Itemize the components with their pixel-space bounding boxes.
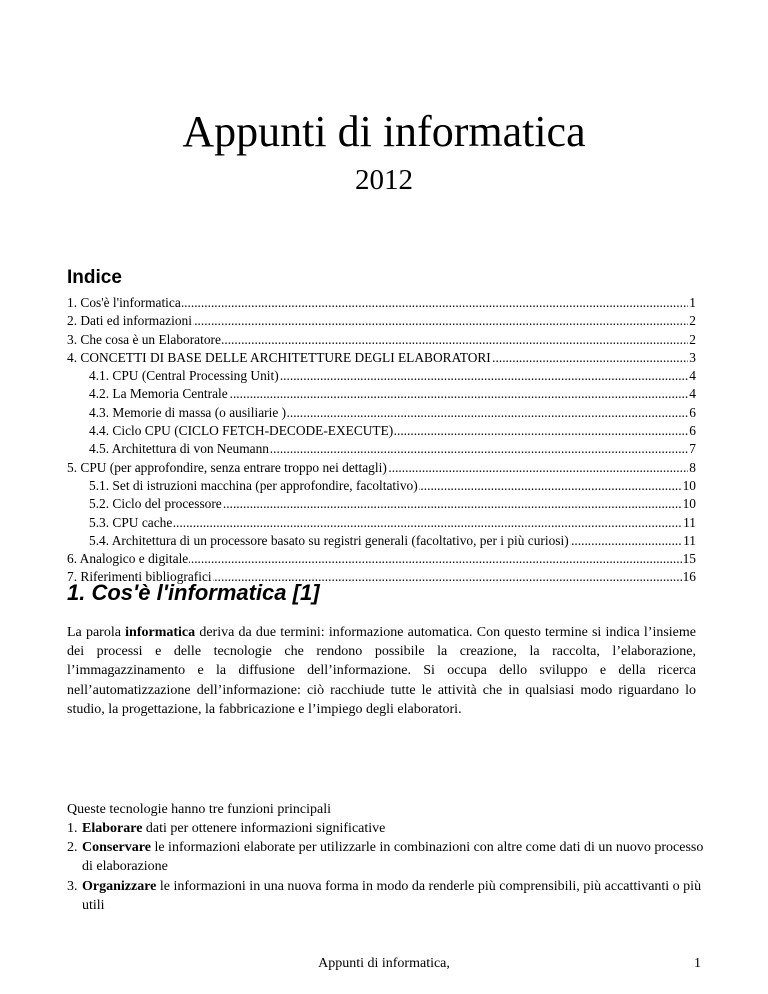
toc-entry[interactable] — [67, 440, 696, 458]
toc-entry-page: 7 — [688, 440, 696, 458]
toc-entry-page: 16 — [682, 568, 696, 586]
paragraph-text-rest: deriva da due termini: informazione automatica. Con questo termine si indica l’insieme dei processi e delle tecnologie che rendono possibile la creazione, la raccolta, l’elaborazione, l’immagazzinamento e la diffusione dell’informazione. Si occupa dello sviluppo e della ricerca nell’automatizzazione dell’informazione: ciò racchiude tutte le attività che in qualsiasi modo riguardano lo studio, la progettazione, la fabbricazione e l’impiego degli elaboratori. — [67, 625, 696, 717]
list-item-text: dati per ottenere informazioni significative — [142, 821, 386, 836]
table-of-contents — [67, 294, 696, 587]
toc-entry[interactable] — [67, 294, 696, 312]
toc-entry-page: 8 — [688, 459, 696, 477]
functions-intro: Queste tecnologie hanno tre funzioni principali — [67, 802, 331, 817]
toc-entry-title: 4.2. La Memoria Centrale — [89, 386, 228, 402]
list-item-text: le informazioni elaborate per utilizzarle in combinazioni con altre come dati di un nuovo processo di elaborazione — [82, 840, 704, 875]
toc-entry-page: 15 — [682, 550, 696, 568]
toc-entry[interactable] — [67, 404, 696, 422]
toc-entry-title: 5. CPU (per approfondire, senza entrare troppo nei dettagli) — [67, 459, 387, 475]
list-item-keyword: Conservare — [82, 840, 151, 856]
toc-entry-page: 10 — [682, 477, 696, 495]
toc-entry[interactable] — [67, 514, 696, 532]
toc-entry-title: 4.1. CPU (Central Processing Unit) — [89, 368, 279, 384]
toc-entry-page: 6 — [688, 404, 696, 422]
toc-entry-title: 3. Che cosa è un Elaboratore — [67, 331, 221, 347]
toc-entry-title: 5.1. Set di istruzioni macchina (per approfondire, facoltativo) — [89, 477, 418, 493]
toc-entry-title: 7. Riferimenti bibliografici — [67, 569, 212, 585]
document-year: 2012 — [355, 164, 413, 196]
toc-entry-title: 1. Cos'è l'informatica — [67, 295, 181, 310]
list-item-body — [82, 819, 707, 838]
toc-entry-title: 4.5. Architettura di von Neumann — [89, 441, 269, 457]
toc-entry-title: 4.4. Ciclo CPU (CICLO FETCH-DECODE-EXECUTE) — [89, 423, 394, 439]
toc-entry-title: 6. Analogico e digitale — [67, 551, 189, 567]
toc-entry[interactable] — [67, 349, 696, 367]
list-item-number: 2. — [67, 840, 78, 856]
toc-entry-page: 4 — [688, 367, 696, 385]
toc-entry[interactable] — [67, 385, 696, 403]
toc-entry-title: 5.2. Ciclo del processore — [89, 496, 222, 512]
toc-entry[interactable] — [67, 459, 696, 477]
toc-entry-title: 2. Dati ed informazioni — [67, 313, 192, 329]
toc-entry-title: 4.3. Memorie di massa (o ausiliarie ) — [89, 404, 287, 420]
page-number: 1 — [694, 956, 701, 971]
list-item-text: le informazioni in una nuova forma in modo da renderle più comprensibili, più accattivanti o più utili — [82, 878, 702, 913]
toc-entry-page: 3 — [688, 349, 696, 367]
toc-entry-title: 5.3. CPU cache — [89, 514, 173, 530]
toc-entry[interactable] — [67, 422, 696, 440]
list-item — [67, 819, 707, 838]
toc-entry-page: 4 — [688, 385, 696, 403]
toc-entry[interactable] — [67, 331, 696, 349]
toc-entry[interactable] — [67, 550, 696, 568]
section-paragraph — [67, 623, 696, 719]
functions-list — [67, 819, 707, 915]
list-item-number: 1. — [67, 821, 78, 836]
toc-entry-page: 11 — [682, 532, 696, 550]
list-item-body — [82, 838, 707, 876]
paragraph-keyword: informatica — [125, 625, 196, 640]
toc-entry[interactable] — [67, 367, 696, 385]
section-heading: 1. Cos'è l'informatica [1] — [67, 580, 320, 605]
list-item — [67, 838, 707, 876]
toc-entry-page: 6 — [688, 422, 696, 440]
paragraph-text-start: La parola — [67, 625, 126, 640]
toc-entry[interactable] — [67, 532, 696, 550]
list-item-keyword: Elaborare — [82, 821, 143, 836]
toc-heading: Indice — [67, 267, 122, 288]
list-item — [67, 877, 707, 915]
toc-entry-page: 11 — [682, 514, 696, 532]
list-item-body — [82, 877, 707, 915]
toc-entry-title: 5.4. Architettura di un processore basato su registri generali (facoltativo, per i più curiosi) — [89, 532, 569, 548]
toc-entry[interactable] — [67, 495, 696, 513]
list-item-keyword: Organizzare — [82, 878, 157, 894]
page-footer: Appunti di informatica, — [318, 956, 450, 971]
toc-entry-page: 2 — [688, 331, 696, 349]
toc-entry-title: 4. CONCETTI DI BASE DELLE ARCHITETTURE DEGLI ELABORATORI — [67, 349, 491, 365]
toc-leader-dots — [89, 514, 696, 532]
toc-entry-page: 2 — [688, 312, 696, 330]
toc-entry[interactable] — [67, 312, 696, 330]
toc-entry[interactable] — [67, 477, 696, 495]
toc-entry-page: 10 — [682, 495, 696, 513]
toc-entry-page: 1 — [688, 294, 696, 312]
list-item-number: 3. — [67, 878, 78, 894]
document-title: Appunti di informatica — [182, 107, 586, 156]
